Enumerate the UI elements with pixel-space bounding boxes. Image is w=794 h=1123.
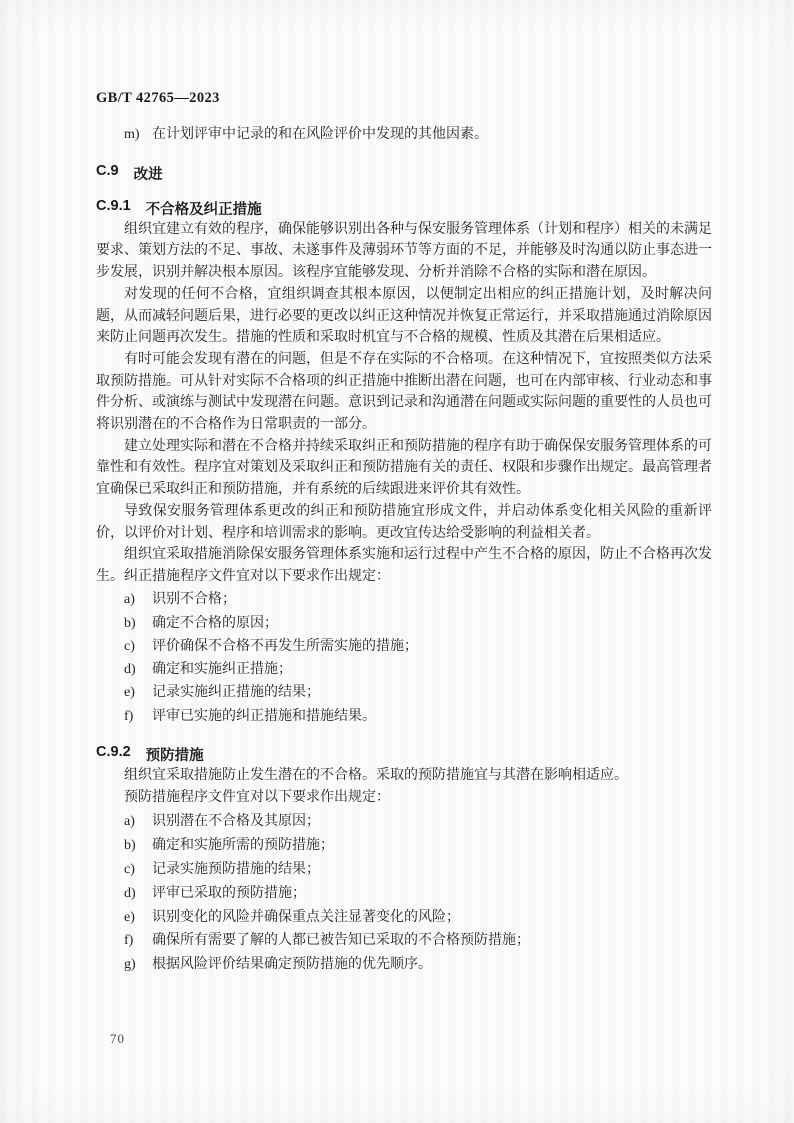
list-item (96, 835, 712, 857)
list-item (96, 930, 712, 952)
page-content (96, 90, 712, 976)
list-item (96, 954, 712, 976)
paragraph: 预防措施程序文件宜对以下要求作出规定： (124, 790, 390, 806)
paragraph: 组织宜采取措施防止发生潜在的不合格。采取的预防措施宜与其潜在影响相适应。 (124, 768, 628, 784)
list-item-text: 评价确保不合格不再发生所需实施的措施； (152, 638, 418, 654)
paragraph: 对发现的任何不合格，宜组织调查其根本原因，以便制定出相应的纠正措施计划，及时解决问题，从而减轻问题后果，进行必要的更改以纠正这种情况并恢复正常运行，并采取措施通过消除原因来防止问题再次发生。措施的性质和采取时机宜与不合格的规模、性质及其潜在后果相适应。 (96, 286, 712, 346)
list-item-text: 记录实施预防措施的结果； (152, 861, 320, 877)
list-item-text: 根据风险评价结果确定预防措施的优先顺序。 (152, 957, 432, 973)
list-item (96, 636, 712, 658)
list-item-label: e) (124, 909, 135, 925)
subsection-heading-c91 (96, 198, 712, 219)
section-heading-c9 (96, 163, 712, 184)
list-item-label: g) (124, 957, 136, 973)
list-item-label: e) (124, 685, 135, 701)
list-item-label: d) (124, 662, 136, 678)
list-item-text: 确定和实施纠正措施； (152, 662, 292, 678)
list-item-label: b) (124, 837, 136, 853)
list-item (96, 907, 712, 929)
section-number: C.9 (96, 162, 119, 179)
list-item (96, 859, 712, 881)
page-number: 70 (110, 1031, 125, 1046)
list-item-text: 评审已采取的预防措施； (152, 885, 306, 901)
list-item-label: f) (124, 933, 134, 949)
list-item-label: a) (124, 814, 135, 830)
subsection-number: C.9.1 (96, 197, 131, 214)
list-item-label: c) (124, 861, 135, 877)
list-item-text: 评审已实施的纠正措施和措施结果。 (152, 708, 376, 724)
subsection-heading-c92 (96, 744, 712, 765)
list-item (96, 613, 712, 635)
list-item-text: 识别变化的风险并确保重点关注显著变化的风险； (152, 909, 460, 925)
paragraph: 组织宜建立有效的程序，确保能够识别出各种与保安服务管理体系（计划和程序）相关的未满足要求、策划方法的不足、事故、未遂事件及薄弱环节等方面的不足，并能够及时沟通以防止事态进一步发展，识别并解决根本原因。该程序宜能够发现、分析并消除不合格的实际和潜在原因。 (96, 221, 712, 281)
paragraph: 建立处理实际和潜在不合格并持续采取纠正和预防措施的程序有助于确保保安服务管理体系的可靠性和有效性。程序宜对策划及采取纠正和预防措施有关的责任、权限和步骤作出规定。最高管理者宜确保已采取纠正和预防措施，并有系统的后续跟进来评价其有效性。 (96, 438, 712, 498)
list-item-text: 在计划评审中记录的和在风险评价中发现的其他因素。 (152, 127, 488, 142)
subsection-title: 预防措施 (145, 748, 204, 765)
list-item (96, 589, 712, 611)
list-item-label: a) (124, 592, 135, 608)
preventive-action-list (96, 811, 712, 976)
list-item-text: 识别潜在不合格及其原因； (152, 814, 320, 830)
paragraph: 导致保安服务管理体系更改的纠正和预防措施宜形成文件，并启动体系变化相关风险的重新评价，以评价对计划、程序和培训需求的影响。更改宜传达给受影响的利益相关者。 (96, 503, 712, 541)
list-item-label: f) (124, 708, 134, 724)
paragraph: 有时可能会发现有潜在的问题，但是不存在实际的不合格项。在这种情况下，宜按照类似方法采取预防措施。可从针对实际不合格项的纠正措施中推断出潜在问题，也可在内部审核、行业动态和事件分析、或演练与测试中发现潜在问题。意识到记录和沟通潜在问题或实际问题的重要性的人员也可将识别潜在的不合格作为日常职责的一部分。 (96, 351, 712, 433)
list-item-label: b) (124, 615, 136, 631)
subsection-title: 不合格及纠正措施 (145, 201, 262, 218)
list-item-text: 确定和实施所需的预防措施； (152, 837, 334, 853)
standard-code-header: GB/T 42765—2023 (96, 90, 220, 106)
list-item (96, 682, 712, 704)
list-item (96, 659, 712, 681)
paragraph: 组织宜采取措施消除保安服务管理体系实施和运行过程中产生不合格的原因，防止不合格再次发生。纠正措施程序文件宜对以下要求作出规定： (96, 547, 712, 584)
corrective-action-list (96, 589, 712, 727)
list-item (96, 883, 712, 905)
list-item-text: 识别不合格； (152, 592, 236, 608)
list-item-text: 确保所有需要了解的人都已被告知已采取的不合格预防措施； (152, 933, 530, 949)
list-item-label: m) (124, 127, 140, 142)
list-item-text: 确定不合格的原因； (152, 615, 278, 631)
list-item (96, 811, 712, 833)
list-item-label: d) (124, 885, 136, 901)
list-item-m (96, 124, 712, 146)
list-item-label: c) (124, 638, 135, 654)
subsection-number: C.9.2 (96, 744, 131, 761)
list-item (96, 706, 712, 728)
section-title: 改进 (133, 166, 163, 183)
list-item-text: 记录实施纠正措施的结果； (152, 685, 320, 701)
